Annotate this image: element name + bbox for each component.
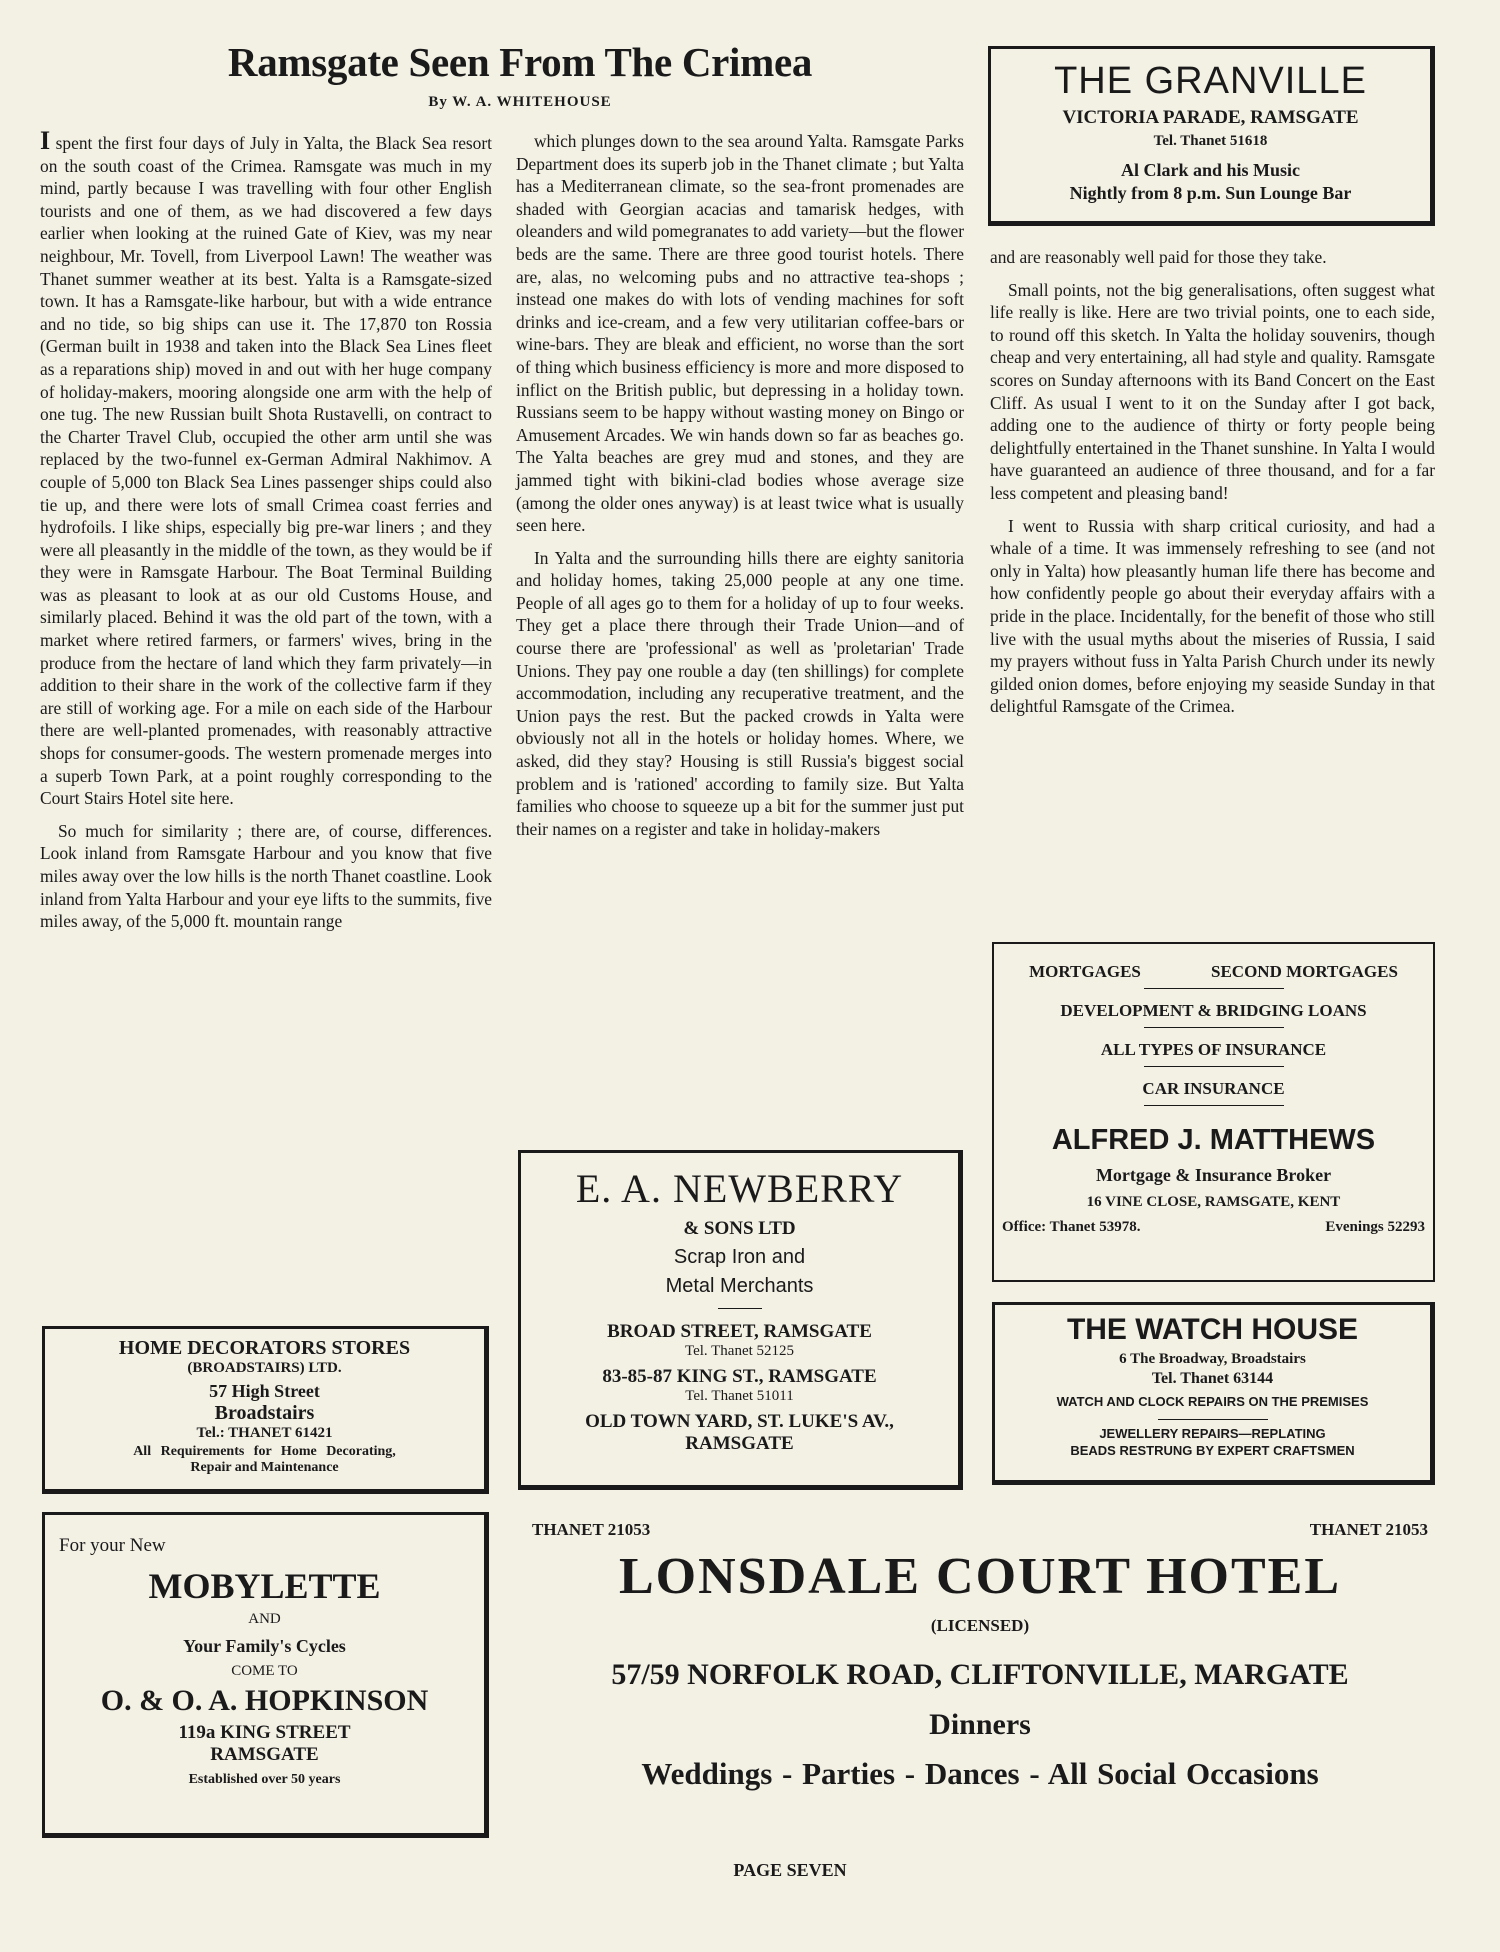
watch-house-jewellery: JEWELLERY REPAIRS—REPLATING (1099, 1426, 1326, 1441)
newberry-tel-2: Tel. Thanet 51011 (685, 1388, 794, 1404)
ad-home-decorators (42, 1326, 489, 1494)
divider (1144, 1027, 1284, 1028)
matthews-address: 16 VINE CLOSE, RAMSGATE, KENT (1086, 1194, 1341, 1210)
mobylette-and: AND (248, 1611, 281, 1627)
watch-house-tel: Tel. Thanet 63144 (1151, 1370, 1274, 1387)
divider (1144, 1066, 1284, 1067)
article-paragraph: In Yalta and the surrounding hills there are eighty sanitoria and holiday homes, taking 25,000 people at any one time. People of all ages go to them for a holiday of up to four weeks. They get a place there through their Trade Union—and of course there are 'professional' as well as 'proletarian' Trade Unions. They pay one rouble a day (ten shillings) for complete accommodation, including any recuperative treatment, and the Union pays the rest. But the packed crowds in Yalta were obviously not all in the hotels or holiday homes. Where, we asked, did they stay? Housing is still Russia's biggest social problem and is 'rationed' according to family size. But Yalta families who choose to squeeze up a bit for the summer just put their names on a register and take in holiday-makers (516, 547, 964, 839)
article-paragraph: I spent the first four days of July in Yalta, the Black Sea resort on the south coast of the Crimea. Ramsgate was much in my mind, partly because I was travelling with four other English tourists and one of them, as we had discovered a few days earlier when looking at the ruined Gate of Kiev, was my near neighbour, Mr. Tovell, from Liverpool Lawn! The weather was Thanet summer weather at its best. Yalta is a Ramsgate-sized town. It has a Ramsgate-like harbour, but with a wide entrance and no tide, so big ships can use it. The 17,870 ton Rossia (German built in 1938 and taken into the Black Sea Lines fleet as a reparations ship) moved in and out with her huge company of holiday-makers, mooring alongside one arm with the help of one tug. The new Russian built Shota Rustavelli, on contract to the Charter Travel Club, occupied the other arm until she was replaced by the two-funnel ex-German Admiral Nakhimov. A couple of 5,000 ton Black Sea Lines passenger ships could also tie up, and there were lots of small Crimea coast ferries and hydrofoils. I like ships, especially big pre-war liners ; and they were all pleasantly in the middle of the town, as they would be if they were in Ramsgate Harbour. The Boat Terminal Building was as pleasant to look at as our old Customs House, and similarly placed. Behind it was the old part of the town, with a market where retired farmers, or farmers' wives, bring in the produce from the hectare of land which they farm privately—in addition to their share in the work of the collective farm if they are still of working age. For a mile on each side of the Harbour there are well-planted promenades, with reasonably attractive shops for consumer-goods. The western promenade merges into a superb Town Park, at a point roughly corresponding to the Court Stairs Hotel site here. (40, 126, 492, 809)
ad-lonsdale-court-hotel (520, 1520, 1440, 1830)
ad-matthews (992, 942, 1435, 1282)
matthews-role: Mortgage & Insurance Broker (1095, 1165, 1332, 1185)
article-paragraph: I went to Russia with sharp critical curiosity, and had a whale of a time. It was immensely refreshing to see (and not only in Yalta) how pleasantly human life there has become and how confidently people go about their everyday affairs with a pride in the place. Incidentally, for the benefit of those who still live with the usual myths about the miseries of Russia, I said my prayers without fuss in Yalta Parish Church under its newly gilded onion domes, before enjoying my seaside Sunday in that delightful Ramsgate of the Crimea. (990, 515, 1435, 717)
article-paragraph: So much for similarity ; there are, of course, differences. Look inland from Ramsgate Harbour and you know that five miles away over the low hills is the north Thanet coastline. Look inland from Yalta Harbour and your eye lifts to the summits, five miles away, of the 5,000 ft. mountain range (40, 820, 492, 932)
matthews-insurance: ALL TYPES OF INSURANCE (1100, 1040, 1327, 1059)
decorators-sub: (BROADSTAIRS) LTD. (187, 1360, 342, 1376)
newberry-address-1: BROAD STREET, RAMSGATE (607, 1321, 872, 1342)
matthews-name: ALFRED J. MATTHEWS (1051, 1124, 1376, 1156)
watch-house-beads: BEADS RESTRUNG BY EXPERT CRAFTSMEN (1070, 1443, 1355, 1458)
decorators-name: HOME DECORATORS STORES (118, 1337, 411, 1359)
granville-tel: Tel. Thanet 51618 (1153, 133, 1268, 149)
newberry-address-3a: OLD TOWN YARD, ST. LUKE'S AV., (585, 1411, 894, 1432)
granville-address: VICTORIA PARADE, RAMSGATE (1062, 107, 1359, 128)
lonsdale-tel-left: THANET 21053 (532, 1520, 651, 1539)
newberry-tel-1: Tel. Thanet 52125 (684, 1343, 795, 1359)
article-byline: By W. A. WHITEHOUSE (428, 94, 612, 110)
matthews-loans: DEVELOPMENT & BRIDGING LOANS (1060, 1001, 1367, 1020)
newberry-trade-1: Scrap Iron and (673, 1246, 806, 1268)
page-number: PAGE SEVEN (733, 1860, 847, 1880)
watch-house-address: 6 The Broadway, Broadstairs (1119, 1351, 1306, 1367)
ad-mobylette (42, 1512, 489, 1838)
matthews-car: CAR INSURANCE (1142, 1079, 1285, 1098)
ad-granville (988, 46, 1435, 226)
decorators-street: 57 High Street (209, 1381, 320, 1401)
lonsdale-address: 57/59 NORFOLK ROAD, CLIFTONVILLE, MARGATE (611, 1658, 1349, 1691)
mobylette-town: RAMSGATE (210, 1744, 319, 1765)
article-column-3 (990, 246, 1435, 946)
decorators-line-2: Repair and Maintenance (190, 1460, 339, 1475)
mobylette-come-to: COME TO (231, 1663, 298, 1679)
lonsdale-licensed: (LICENSED) (930, 1616, 1030, 1635)
matthews-second-mortgages: SECOND MORTGAGES (1211, 962, 1398, 981)
divider (1144, 1105, 1284, 1106)
newberry-sub: & SONS LTD (683, 1218, 796, 1239)
ad-watch-house (992, 1302, 1435, 1485)
ad-newberry (518, 1150, 963, 1490)
newberry-address-2: 83-85-87 KING ST., RAMSGATE (602, 1366, 877, 1387)
article-paragraph: Small points, not the big generalisations, often suggest what life really is like. Here are two trivial points, one to each side, to round off this sketch. In Yalta the holiday souvenirs, though cheap and very entertaining, all had style and quality. Ramsgate scores on Sunday afternoons with its Band Concert on the East Cliff. As usual I went to it on the Sunday after I got back, adding one to the audience of thirty or forty people being delightfully entertained in the Thanet sunshine. In Yalta I would have guaranteed an audience of three thousand, and for a far less competent and pleasing band! (990, 279, 1435, 503)
lonsdale-dinners: Dinners (929, 1708, 1031, 1741)
lonsdale-occasions: Weddings - Parties - Dances - All Social Occasions (641, 1756, 1319, 1791)
article-column-2 (516, 130, 964, 1130)
granville-name: THE GRANVILLE (1054, 60, 1367, 102)
decorators-line-1: All Requirements for Home Decorating, (133, 1444, 396, 1459)
newberry-address-3b: RAMSGATE (685, 1433, 794, 1454)
newberry-name: E. A. NEWBERRY (575, 1166, 904, 1211)
matthews-mortgages: MORTGAGES (1029, 962, 1141, 981)
divider (718, 1308, 762, 1309)
article-paragraph: which plunges down to the sea around Yalta. Ramsgate Parks Department does its superb job in the Thanet climate ; but Yalta has a Mediterranean climate, so the sea-front promenades are shaded with Georgian acacias and tamarisk hedges, with oleanders and wild pomegranates to add variety—but the flower beds are the same. There are three good tourist hotels. There are, alas, no welcoming pubs and no attractive tea-shops ; instead one makes do with lots of vending machines for soft drinks and ice-cream, and a few very utilitarian coffee-bars or wine-bars. They are bleak and efficient, no worse than the sort of thing which business efficiency is more and more disposed to inflict on the British public, but depressing in a holiday town. Russians seem to be happy without wasting money on Bingo or Amusement Arcades. We win hands down so far as beaches go. The Yalta beaches are grey mud and stones, and they are jammed tight with bikini-clad bodies whose average size (among the older ones anyway) is at least twice what is usually seen here. (516, 131, 964, 536)
mobylette-cycles: Your Family's Cycles (183, 1636, 346, 1656)
granville-nightly: Nightly from 8 p.m. Sun Lounge Bar (1069, 183, 1352, 203)
mobylette-established: Established over 50 years (188, 1772, 341, 1787)
article-column-1 (40, 126, 492, 1310)
newberry-trade-2: Metal Merchants (665, 1275, 814, 1297)
granville-music: Al Clark and his Music (1120, 160, 1301, 180)
decorators-town: Broadstairs (214, 1402, 315, 1424)
mobylette-name: MOBYLETTE (148, 1566, 381, 1606)
divider (1144, 988, 1284, 989)
article-paragraph: and are reasonably well paid for those they take. (990, 247, 1327, 267)
divider (1158, 1419, 1268, 1420)
lonsdale-tel-right: THANET 21053 (1309, 1520, 1428, 1539)
mobylette-street: 119a KING STREET (178, 1722, 351, 1743)
matthews-office-tel: Office: Thanet 53978. (1002, 1219, 1141, 1235)
watch-house-repairs: WATCH AND CLOCK REPAIRS ON THE PREMISES (1056, 1394, 1369, 1409)
mobylette-intro: For your New (59, 1535, 166, 1556)
lonsdale-name: LONSDALE COURT HOTEL (618, 1548, 1342, 1605)
watch-house-name: THE WATCH HOUSE (1066, 1313, 1359, 1346)
decorators-tel: Tel.: THANET 61421 (196, 1425, 333, 1441)
mobylette-firm: O. & O. A. HOPKINSON (100, 1684, 429, 1717)
matthews-evening-tel: Evenings 52293 (1325, 1219, 1425, 1235)
article-title: Ramsgate Seen From The Crimea (227, 39, 813, 85)
